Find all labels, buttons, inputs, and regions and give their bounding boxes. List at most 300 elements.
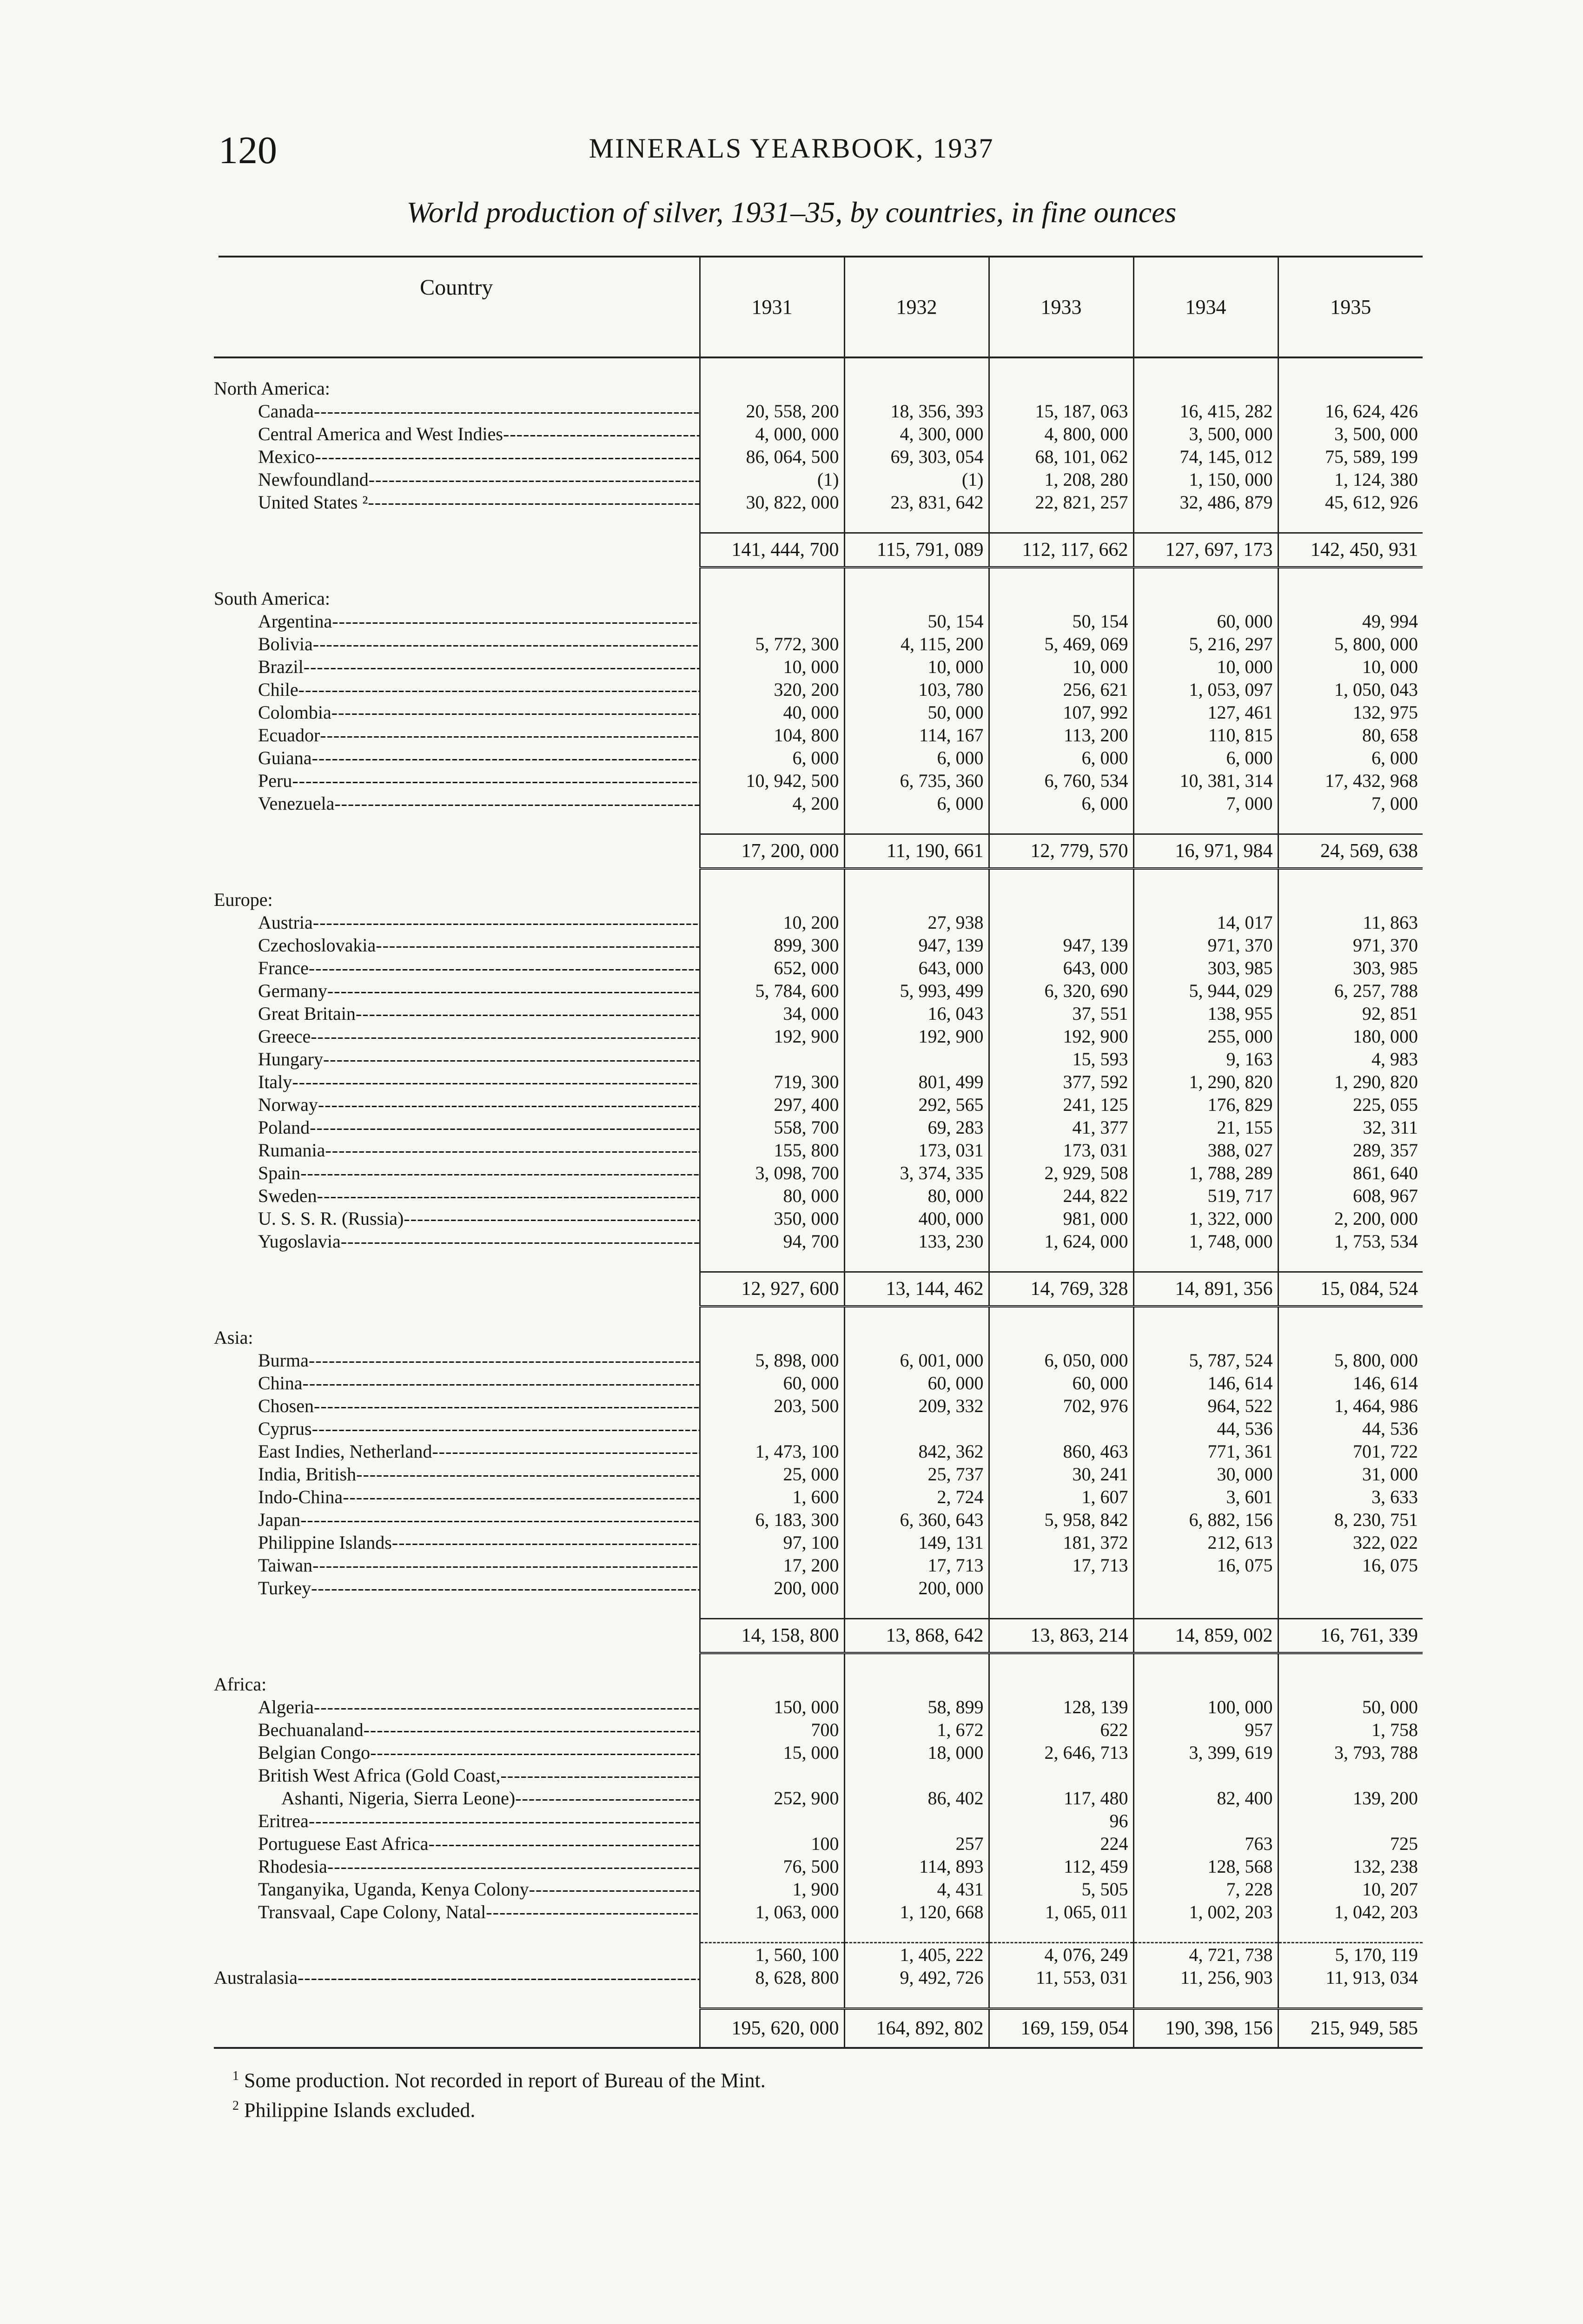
- value-cell: 388, 027: [1133, 1139, 1278, 1162]
- subtotal-cell: 112, 117, 662: [989, 533, 1133, 568]
- region-row: [214, 1326, 1423, 1349]
- country-name: Yugoslavia: [258, 1231, 341, 1252]
- table-row: [214, 1554, 1423, 1577]
- country-name: India, British: [258, 1464, 357, 1485]
- value-cell: 104, 800: [700, 724, 844, 746]
- country-name: Canada: [258, 401, 314, 422]
- empty-cell: [700, 587, 844, 610]
- subtotal-row: [214, 834, 1423, 869]
- leader-dots: [292, 770, 700, 791]
- spacer-cell: [700, 1253, 844, 1272]
- value-cell: 15, 187, 063: [989, 400, 1133, 423]
- leader-dots: [331, 702, 700, 723]
- subtotal-cell: 12, 927, 600: [700, 1272, 844, 1307]
- spacer-cell: [989, 1653, 1133, 1673]
- value-cell: 1, 672: [844, 1718, 989, 1741]
- value-cell: 16, 624, 426: [1278, 400, 1423, 423]
- leader-dots: [432, 1441, 700, 1462]
- spacer-cell: [700, 357, 844, 377]
- region-label: Asia:: [214, 1327, 253, 1348]
- value-cell: 16, 043: [844, 1002, 989, 1025]
- country-name: Burma: [258, 1350, 309, 1371]
- country-cell: [214, 655, 700, 678]
- value-cell: 6, 000: [700, 746, 844, 769]
- value-cell: 1, 753, 534: [1278, 1230, 1423, 1253]
- table-row: [214, 1901, 1423, 1923]
- country-name: Germany: [258, 980, 327, 1001]
- leader-dots: [392, 1532, 700, 1553]
- table-row: [214, 724, 1423, 746]
- empty-cell: [1278, 888, 1423, 911]
- value-cell: 74, 145, 012: [1133, 445, 1278, 468]
- country-cell: [214, 1486, 700, 1508]
- table-row: [214, 1531, 1423, 1554]
- value-cell: 25, 000: [700, 1463, 844, 1486]
- year-header: 1931: [700, 257, 844, 357]
- leader-dots: [315, 446, 700, 467]
- value-cell: 200, 000: [700, 1577, 844, 1599]
- value-cell: 75, 589, 199: [1278, 445, 1423, 468]
- region-label: Africa:: [214, 1674, 267, 1695]
- value-cell: 1, 758: [1278, 1718, 1423, 1741]
- value-cell: 6, 320, 690: [989, 979, 1133, 1002]
- value-cell: 17, 713: [844, 1554, 989, 1577]
- header-row: [214, 257, 1423, 357]
- subtotal-cell: 15, 084, 524: [1278, 1272, 1423, 1307]
- spacer-row: [214, 1653, 1423, 1673]
- value-cell: 771, 361: [1133, 1440, 1278, 1463]
- value-cell: 100: [700, 1832, 844, 1855]
- grand-total-cell: 195, 620, 000: [700, 2009, 844, 2047]
- country-cell: [214, 400, 700, 423]
- value-cell: [700, 1048, 844, 1070]
- country-name: Eritrea: [258, 1810, 309, 1831]
- country-cell: [214, 678, 700, 701]
- value-cell: 173, 031: [989, 1139, 1133, 1162]
- value-cell: 5, 772, 300: [700, 633, 844, 655]
- country-cell: [214, 769, 700, 792]
- table-row: [214, 1508, 1423, 1531]
- spacer-cell: [1133, 1307, 1278, 1327]
- subtotal-cell: 24, 569, 638: [1278, 834, 1423, 869]
- empty-cell: [1133, 1673, 1278, 1696]
- country-name: Central America and West Indies: [258, 423, 503, 444]
- value-cell: 320, 200: [700, 678, 844, 701]
- value-cell: 86, 064, 500: [700, 445, 844, 468]
- value-cell: 2, 724: [844, 1486, 989, 1508]
- value-cell: 37, 551: [989, 1002, 1133, 1025]
- value-cell: 971, 370: [1133, 934, 1278, 957]
- value-cell: 10, 000: [1133, 655, 1278, 678]
- table-row: [214, 1696, 1423, 1718]
- country-name: Australasia: [214, 1967, 298, 1988]
- table-row: [214, 1162, 1423, 1184]
- subtotal-row: [214, 533, 1423, 568]
- country-cell: [214, 1070, 700, 1093]
- value-cell: 192, 900: [989, 1025, 1133, 1048]
- spacer-cell: [1133, 1923, 1278, 1943]
- value-cell: 128, 139: [989, 1696, 1133, 1718]
- spacer-cell: [989, 1599, 1133, 1619]
- leader-dots: [343, 1486, 700, 1507]
- value-cell: 1, 290, 820: [1133, 1070, 1278, 1093]
- spacer-row: [214, 1307, 1423, 1327]
- value-cell: 9, 492, 726: [844, 1966, 989, 1989]
- value-cell: 3, 399, 619: [1133, 1741, 1278, 1764]
- leader-dots: [314, 1697, 700, 1717]
- value-cell: 981, 000: [989, 1207, 1133, 1230]
- value-cell: 4, 115, 200: [844, 633, 989, 655]
- subtotal-label-cell: [214, 1619, 700, 1653]
- grand-total-cell: 215, 949, 585: [1278, 2009, 1423, 2047]
- country-name: Greece: [258, 1026, 311, 1047]
- value-cell: 6, 360, 643: [844, 1508, 989, 1531]
- value-cell: 180, 000: [1278, 1025, 1423, 1048]
- value-cell: 6, 050, 000: [989, 1349, 1133, 1372]
- spacer-cell: [700, 568, 844, 588]
- value-cell: 1, 208, 280: [989, 468, 1133, 491]
- value-cell: 558, 700: [700, 1116, 844, 1139]
- country-cell: [214, 423, 700, 445]
- value-cell: [989, 1764, 1133, 1787]
- footnotes: [232, 2064, 766, 2123]
- value-cell: 643, 000: [989, 957, 1133, 979]
- value-cell: 701, 722: [1278, 1440, 1423, 1463]
- value-cell: 138, 955: [1133, 1002, 1278, 1025]
- country-cell: [214, 746, 700, 769]
- value-cell: 2, 200, 000: [1278, 1207, 1423, 1230]
- value-cell: 4, 000, 000: [700, 423, 844, 445]
- value-cell: 957: [1133, 1718, 1278, 1741]
- country-name: Turkey: [258, 1578, 311, 1598]
- subtotal-cell: 141, 444, 700: [700, 533, 844, 568]
- value-cell: 289, 357: [1278, 1139, 1423, 1162]
- empty-cell: [989, 888, 1133, 911]
- table-row: [214, 1741, 1423, 1764]
- spacer-cell: [214, 1653, 700, 1673]
- value-cell: 11, 913, 034: [1278, 1966, 1423, 1989]
- value-cell: 860, 463: [989, 1440, 1133, 1463]
- value-cell: 146, 614: [1133, 1372, 1278, 1394]
- table-row: [214, 1349, 1423, 1372]
- country-cell: [214, 1230, 700, 1253]
- spacer-cell: [989, 815, 1133, 834]
- country-name: Peru: [258, 770, 292, 791]
- empty-cell: [844, 1673, 989, 1696]
- leader-dots: [323, 1049, 700, 1070]
- value-cell: 1, 124, 380: [1278, 468, 1423, 491]
- region-row: [214, 888, 1423, 911]
- spacer-cell: [700, 1599, 844, 1619]
- leader-dots: [368, 492, 700, 513]
- country-cell: [214, 1878, 700, 1901]
- value-cell: 7, 228: [1133, 1878, 1278, 1901]
- table-row: [214, 1394, 1423, 1417]
- empty-cell: [844, 587, 989, 610]
- country-name: Bolivia: [258, 634, 313, 654]
- value-cell: 80, 000: [844, 1184, 989, 1207]
- empty-cell: [989, 1673, 1133, 1696]
- value-cell: 303, 985: [1133, 957, 1278, 979]
- subtotal-cell: 4, 721, 738: [1133, 1943, 1278, 1967]
- country-name: Venezuela: [258, 793, 335, 814]
- table-row: [214, 1832, 1423, 1855]
- spacer-cell: [1278, 815, 1423, 834]
- value-cell: 15, 593: [989, 1048, 1133, 1070]
- value-cell: 200, 000: [844, 1577, 989, 1599]
- value-cell: 82, 400: [1133, 1787, 1278, 1809]
- value-cell: 10, 000: [700, 655, 844, 678]
- value-cell: 6, 257, 788: [1278, 979, 1423, 1002]
- subtotal-cell: 14, 891, 356: [1133, 1272, 1278, 1307]
- value-cell: (1): [844, 468, 989, 491]
- leader-dots: [529, 1879, 700, 1900]
- value-cell: 947, 139: [844, 934, 989, 957]
- footnote: [232, 2064, 766, 2093]
- country-name: France: [258, 957, 309, 978]
- value-cell: 139, 200: [1278, 1787, 1423, 1809]
- value-cell: 132, 975: [1278, 701, 1423, 724]
- empty-cell: [1278, 1673, 1423, 1696]
- region-row: [214, 587, 1423, 610]
- empty-cell: [989, 1326, 1133, 1349]
- running-title: MINERALS YEARBOOK, 1937: [589, 133, 994, 164]
- value-cell: 1, 322, 000: [1133, 1207, 1278, 1230]
- empty-cell: [989, 377, 1133, 400]
- empty-cell: [1133, 377, 1278, 400]
- value-cell: 181, 372: [989, 1531, 1133, 1554]
- value-cell: 6, 000: [989, 792, 1133, 815]
- value-cell: 21, 155: [1133, 1116, 1278, 1139]
- value-cell: 763: [1133, 1832, 1278, 1855]
- value-cell: 32, 311: [1278, 1116, 1423, 1139]
- leader-dots: [300, 1509, 700, 1530]
- value-cell: 60, 000: [700, 1372, 844, 1394]
- spacer-cell: [1278, 1923, 1423, 1943]
- value-cell: 94, 700: [700, 1230, 844, 1253]
- value-cell: 1, 600: [700, 1486, 844, 1508]
- table-row: [214, 911, 1423, 934]
- value-cell: 34, 000: [700, 1002, 844, 1025]
- value-cell: 30, 241: [989, 1463, 1133, 1486]
- value-cell: 1, 063, 000: [700, 1901, 844, 1923]
- leader-dots: [429, 1833, 700, 1854]
- leader-dots: [312, 747, 700, 768]
- leader-dots: [311, 1578, 700, 1598]
- value-cell: 192, 900: [700, 1025, 844, 1048]
- spacer-cell: [1133, 357, 1278, 377]
- spacer-cell: [214, 1307, 700, 1327]
- spacer-cell: [844, 1653, 989, 1673]
- empty-cell: [700, 1326, 844, 1349]
- leader-dots: [298, 679, 700, 700]
- subtotal-label-cell: [214, 533, 700, 568]
- table-row: [214, 1116, 1423, 1139]
- leader-dots: [364, 1719, 700, 1740]
- leader-dots: [376, 935, 700, 956]
- value-cell: 45, 612, 926: [1278, 491, 1423, 514]
- leader-dots: [334, 793, 700, 814]
- country-cell: [214, 491, 700, 514]
- value-cell: 5, 216, 297: [1133, 633, 1278, 655]
- value-cell: 6, 000: [844, 792, 989, 815]
- table-row: [214, 1878, 1423, 1901]
- subtotal-cell: 14, 158, 800: [700, 1619, 844, 1653]
- value-cell: 97, 100: [700, 1531, 844, 1554]
- spacer-cell: [989, 1989, 1133, 2009]
- value-cell: 17, 432, 968: [1278, 769, 1423, 792]
- table-row: [214, 445, 1423, 468]
- table-row: [214, 1417, 1423, 1440]
- value-cell: 652, 000: [700, 957, 844, 979]
- value-cell: 6, 882, 156: [1133, 1508, 1278, 1531]
- country-cell: [214, 1787, 700, 1809]
- value-cell: 5, 800, 000: [1278, 1349, 1423, 1372]
- spacer-cell: [989, 869, 1133, 889]
- value-cell: 68, 101, 062: [989, 445, 1133, 468]
- value-cell: [1133, 1577, 1278, 1599]
- footnote-text: Philippine Islands excluded.: [244, 2099, 476, 2122]
- spacer-cell: [1133, 815, 1278, 834]
- country-cell: [214, 979, 700, 1002]
- value-cell: 112, 459: [989, 1855, 1133, 1878]
- value-cell: 225, 055: [1278, 1093, 1423, 1116]
- table-row: [214, 1463, 1423, 1486]
- spacer-cell: [989, 1307, 1133, 1327]
- value-cell: 3, 793, 788: [1278, 1741, 1423, 1764]
- leader-dots: [314, 1395, 700, 1416]
- country-name: Colombia: [258, 702, 331, 723]
- value-cell: 155, 800: [700, 1139, 844, 1162]
- spacer-cell: [989, 1253, 1133, 1272]
- region-label: South America:: [214, 588, 330, 609]
- country-cell: [214, 724, 700, 746]
- spacer-row: [214, 568, 1423, 588]
- leader-dots: [356, 1464, 700, 1485]
- leader-dots: [313, 912, 700, 933]
- footnote-text: Some production. Not recorded in report of Bureau of the Mint.: [244, 2069, 766, 2092]
- value-cell: 3, 374, 335: [844, 1162, 989, 1184]
- leader-dots: [318, 1094, 700, 1115]
- value-cell: 643, 000: [844, 957, 989, 979]
- leader-dots: [486, 1901, 700, 1922]
- value-cell: 964, 522: [1133, 1394, 1278, 1417]
- year-header: 1933: [989, 257, 1133, 357]
- table-caption: World production of silver, 1931–35, by countries, in fine ounces: [406, 196, 1177, 229]
- spacer-cell: [700, 1989, 844, 2009]
- value-cell: 20, 558, 200: [700, 400, 844, 423]
- subtotal-label-cell: [214, 1943, 700, 1967]
- table-row: [214, 1184, 1423, 1207]
- subtotal-cell: 14, 859, 002: [1133, 1619, 1278, 1653]
- value-cell: 117, 480: [989, 1787, 1133, 1809]
- spacer-cell: [844, 1599, 989, 1619]
- subtotal-cell: 16, 971, 984: [1133, 834, 1278, 869]
- leader-dots: [309, 1350, 700, 1371]
- leader-dots: [309, 1810, 700, 1831]
- leader-dots: [320, 725, 700, 746]
- value-cell: 10, 381, 314: [1133, 769, 1278, 792]
- spacer-cell: [989, 357, 1133, 377]
- value-cell: 14, 017: [1133, 911, 1278, 934]
- spacer-cell: [844, 869, 989, 889]
- value-cell: 257: [844, 1832, 989, 1855]
- value-cell: 69, 303, 054: [844, 445, 989, 468]
- value-cell: [844, 1048, 989, 1070]
- value-cell: 11, 553, 031: [989, 1966, 1133, 1989]
- country-cell: [214, 1741, 700, 1764]
- spacer-cell: [214, 815, 700, 834]
- country-cell: [214, 1440, 700, 1463]
- value-cell: 1, 473, 100: [700, 1440, 844, 1463]
- spacer-cell: [1133, 1653, 1278, 1673]
- value-cell: 127, 461: [1133, 701, 1278, 724]
- value-cell: 1, 900: [700, 1878, 844, 1901]
- country-cell: [214, 1855, 700, 1878]
- table-row: [214, 678, 1423, 701]
- country-cell: [214, 957, 700, 979]
- value-cell: 192, 900: [844, 1025, 989, 1048]
- value-cell: 58, 899: [844, 1696, 989, 1718]
- value-cell: [1278, 1809, 1423, 1832]
- country-name: Rhodesia: [258, 1856, 327, 1877]
- footnote: [232, 2093, 766, 2123]
- country-name: Argentina: [258, 611, 332, 632]
- table-row: [214, 1764, 1423, 1787]
- country-name: Chile: [258, 679, 298, 700]
- value-cell: 40, 000: [700, 701, 844, 724]
- spacer-cell: [1278, 357, 1423, 377]
- table-row: [214, 769, 1423, 792]
- year-header: 1934: [1133, 257, 1278, 357]
- spacer-cell: [700, 869, 844, 889]
- value-cell: 107, 992: [989, 701, 1133, 724]
- value-cell: 519, 717: [1133, 1184, 1278, 1207]
- value-cell: 224: [989, 1832, 1133, 1855]
- leader-dots: [515, 1788, 700, 1809]
- country-name: Poland: [258, 1117, 310, 1138]
- value-cell: 1, 464, 986: [1278, 1394, 1423, 1417]
- value-cell: 6, 735, 360: [844, 769, 989, 792]
- value-cell: 16, 415, 282: [1133, 400, 1278, 423]
- leader-dots: [503, 423, 700, 444]
- table-row: [214, 1093, 1423, 1116]
- subtotal-cell: 5, 170, 119: [1278, 1943, 1423, 1967]
- country-name: Chosen: [258, 1395, 314, 1416]
- value-cell: 69, 283: [844, 1116, 989, 1139]
- page-number: 120: [219, 129, 277, 172]
- spacer-row: [214, 1599, 1423, 1619]
- empty-cell: [700, 1673, 844, 1696]
- value-cell: 6, 001, 000: [844, 1349, 989, 1372]
- value-cell: 31, 000: [1278, 1463, 1423, 1486]
- value-cell: 8, 628, 800: [700, 1966, 844, 1989]
- country-cell: [214, 1764, 700, 1787]
- spacer-row: [214, 815, 1423, 834]
- subtotal-cell: 11, 190, 661: [844, 834, 989, 869]
- data-table: [214, 257, 1423, 2047]
- table-row: [214, 1025, 1423, 1048]
- value-cell: [700, 1417, 844, 1440]
- table-row: [214, 1070, 1423, 1093]
- value-cell: [700, 610, 844, 633]
- country-cell: [214, 1463, 700, 1486]
- country-name: Bechuanaland: [258, 1719, 364, 1740]
- country-cell: [214, 1901, 700, 1923]
- value-cell: 899, 300: [700, 934, 844, 957]
- spacer-row: [214, 1989, 1423, 2009]
- country-name: Czechoslovakia: [258, 935, 376, 956]
